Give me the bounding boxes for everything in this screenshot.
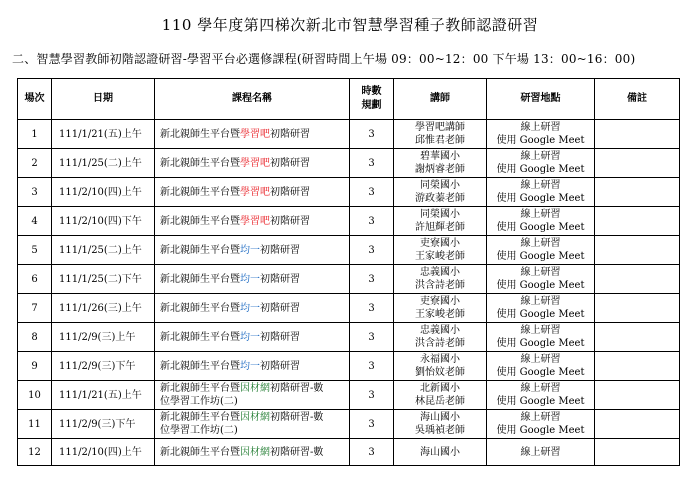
- course-line1: [160, 360, 347, 373]
- cell-no: 3: [18, 178, 52, 207]
- course-keyword: 因材網: [240, 412, 270, 423]
- location-line2: 使用 Google Meet: [496, 338, 585, 349]
- cell-teacher: [394, 381, 487, 410]
- location-line2: 使用 Google Meet: [496, 135, 585, 146]
- cell-course: [155, 149, 350, 178]
- cell-course: [155, 265, 350, 294]
- schedule-table: [17, 78, 680, 466]
- cell-course: [155, 294, 350, 323]
- header-teacher: 講師: [394, 79, 487, 120]
- cell-hours: 3: [350, 149, 394, 178]
- course-line1: [160, 302, 347, 315]
- cell-no: 5: [18, 236, 52, 265]
- course-keyword: 均一: [240, 331, 260, 343]
- cell-course: [155, 120, 350, 149]
- location-line1: 線上研習: [520, 383, 561, 394]
- course-suffix: 初階研習: [270, 157, 310, 169]
- course-prefix: 新北親師生平台暨: [160, 302, 240, 314]
- teacher-line1: 吏寮國小: [420, 296, 460, 307]
- cell-note: [595, 294, 680, 323]
- cell-teacher: [394, 207, 487, 236]
- table-row: [18, 381, 680, 410]
- course-prefix: 新北親師生平台暨: [160, 128, 240, 140]
- course-line1: [160, 331, 347, 344]
- cell-course: [155, 381, 350, 410]
- table-row: [18, 178, 680, 207]
- course-keyword: 均一: [240, 273, 260, 285]
- table-row: [18, 265, 680, 294]
- cell-no: 6: [18, 265, 52, 294]
- course-suffix: 初階研習-數: [270, 412, 324, 423]
- cell-course: [155, 410, 350, 439]
- cell-no: 1: [18, 120, 52, 149]
- cell-hours: 3: [350, 352, 394, 381]
- course-line2: 位學習工作坊(二): [160, 396, 238, 407]
- course-keyword: 學習吧: [240, 215, 270, 227]
- course-prefix: 新北親師生平台暨: [160, 446, 240, 458]
- course-suffix: 初階研習: [260, 244, 300, 256]
- course-keyword: 均一: [240, 302, 260, 314]
- cell-hours: 3: [350, 178, 394, 207]
- header-date: 日期: [52, 79, 155, 120]
- course-prefix: 新北親師生平台暨: [160, 215, 240, 227]
- location-line1: 線上研習: [520, 354, 561, 365]
- header-hours: [350, 79, 394, 120]
- cell-course: [155, 352, 350, 381]
- section-heading: 二、智慧學習教師初階認證研習-學習平台必選修課程(研習時間上午場 09：00~12：00 下午場 13：00~16：00): [12, 52, 636, 66]
- cell-date: 111/2/10(四)下午: [52, 207, 155, 236]
- table-row: [18, 323, 680, 352]
- cell-note: [595, 381, 680, 410]
- cell-hours: 3: [350, 236, 394, 265]
- teacher-line2: 王家峻老師: [415, 309, 465, 320]
- location-line1: 線上研習: [520, 325, 561, 336]
- cell-location: [487, 381, 595, 410]
- cell-hours: 3: [350, 323, 394, 352]
- location-line2: 使用 Google Meet: [496, 280, 585, 291]
- cell-note: [595, 236, 680, 265]
- location-line1: 線上研習: [520, 122, 561, 133]
- cell-no: 7: [18, 294, 52, 323]
- cell-location: [487, 294, 595, 323]
- location-line1: 線上研習: [520, 296, 561, 307]
- course-prefix: 新北親師生平台暨: [160, 360, 240, 372]
- course-suffix: 初階研習: [270, 128, 310, 140]
- teacher-line2: 謝炳睿老師: [415, 164, 465, 175]
- cell-date: 111/1/25(二)下午: [52, 265, 155, 294]
- course-suffix: 初階研習: [270, 215, 310, 227]
- course-suffix: 初階研習-數: [270, 446, 324, 458]
- teacher-line1: 碧華國小: [420, 151, 460, 162]
- location-line1: 線上研習: [520, 267, 561, 278]
- cell-note: [595, 207, 680, 236]
- course-prefix: 新北親師生平台暨: [160, 186, 240, 198]
- location-line1: 線上研習: [520, 209, 561, 220]
- cell-no: 8: [18, 323, 52, 352]
- cell-date: 111/1/26(三)上午: [52, 294, 155, 323]
- cell-location: [487, 207, 595, 236]
- course-line1: [160, 244, 347, 257]
- cell-no: 11: [18, 410, 52, 439]
- teacher-line1: 忠義國小: [420, 325, 460, 336]
- cell-note: [595, 323, 680, 352]
- teacher-line2: 林昆岳老師: [415, 396, 465, 407]
- location-line2: 使用 Google Meet: [496, 222, 585, 233]
- course-suffix: 初階研習: [270, 186, 310, 198]
- cell-location: [487, 439, 595, 466]
- course-line1: [160, 411, 347, 424]
- location-line2: 使用 Google Meet: [496, 193, 585, 204]
- course-prefix: 新北親師生平台暨: [160, 273, 240, 285]
- cell-location: [487, 352, 595, 381]
- cell-no: 12: [18, 439, 52, 466]
- teacher-line2: 洪含詩老師: [415, 338, 465, 349]
- cell-hours: 3: [350, 410, 394, 439]
- header-hours-line2: 規劃: [361, 100, 382, 111]
- cell-date: 111/1/25(二)上午: [52, 149, 155, 178]
- table-row: [18, 294, 680, 323]
- page-title: 110 學年度第四梯次新北市智慧學習種子教師認證研習: [161, 16, 539, 34]
- cell-location: [487, 178, 595, 207]
- cell-no: 10: [18, 381, 52, 410]
- cell-no: 2: [18, 149, 52, 178]
- header-location: 研習地點: [487, 79, 595, 120]
- teacher-line1: 同榮國小: [420, 209, 460, 220]
- cell-teacher: [394, 294, 487, 323]
- cell-teacher: [394, 149, 487, 178]
- cell-location: [487, 149, 595, 178]
- cell-hours: 3: [350, 294, 394, 323]
- cell-date: 111/1/25(二)上午: [52, 236, 155, 265]
- cell-teacher: [394, 410, 487, 439]
- course-line1: [160, 273, 347, 286]
- table-row: [18, 207, 680, 236]
- cell-date: 111/2/10(四)上午: [52, 178, 155, 207]
- teacher-line2: 邱惟君老師: [415, 135, 465, 146]
- cell-course: [155, 178, 350, 207]
- cell-date: 111/1/21(五)上午: [52, 120, 155, 149]
- teacher-line1: 同榮國小: [420, 180, 460, 191]
- course-line1: [160, 215, 347, 228]
- teacher-line1: 學習吧講師: [415, 122, 465, 133]
- cell-note: [595, 352, 680, 381]
- cell-note: [595, 410, 680, 439]
- cell-teacher: [394, 120, 487, 149]
- cell-teacher: [394, 439, 487, 466]
- course-keyword: 均一: [240, 244, 260, 256]
- cell-hours: 3: [350, 381, 394, 410]
- cell-no: 9: [18, 352, 52, 381]
- course-line1: [160, 128, 347, 141]
- cell-course: [155, 236, 350, 265]
- table-row: [18, 236, 680, 265]
- teacher-line2: 許旭輝老師: [415, 222, 465, 233]
- cell-date: 111/2/9(三)上午: [52, 323, 155, 352]
- course-suffix: 初階研習-數: [270, 383, 324, 394]
- table-row: [18, 120, 680, 149]
- cell-date: 111/2/9(三)下午: [52, 352, 155, 381]
- cell-note: [595, 178, 680, 207]
- table-header-row: [18, 79, 680, 120]
- course-suffix: 初階研習: [260, 302, 300, 314]
- teacher-line1: 海山國小: [420, 412, 460, 423]
- location-line2: 使用 Google Meet: [496, 396, 585, 407]
- cell-location: [487, 265, 595, 294]
- cell-hours: 3: [350, 265, 394, 294]
- table-row: [18, 149, 680, 178]
- cell-note: [595, 265, 680, 294]
- location-line1: 線上研習: [520, 446, 561, 458]
- location-line1: 線上研習: [520, 412, 561, 423]
- location-line1: 線上研習: [520, 180, 561, 191]
- location-line1: 線上研習: [520, 238, 561, 249]
- cell-teacher: [394, 352, 487, 381]
- course-line1: [160, 446, 347, 459]
- course-keyword: 學習吧: [240, 157, 270, 169]
- cell-teacher: [394, 178, 487, 207]
- course-keyword: 學習吧: [240, 186, 270, 198]
- course-prefix: 新北親師生平台暨: [160, 412, 240, 423]
- cell-location: [487, 410, 595, 439]
- cell-hours: 3: [350, 439, 394, 466]
- course-suffix: 初階研習: [260, 331, 300, 343]
- teacher-line2: 王家峻老師: [415, 251, 465, 262]
- teacher-line2: 洪含詩老師: [415, 280, 465, 291]
- location-line2: 使用 Google Meet: [496, 251, 585, 262]
- cell-course: [155, 439, 350, 466]
- course-prefix: 新北親師生平台暨: [160, 331, 240, 343]
- course-keyword: 因材網: [240, 446, 270, 458]
- course-keyword: 均一: [240, 360, 260, 372]
- cell-note: [595, 439, 680, 466]
- course-prefix: 新北親師生平台暨: [160, 383, 240, 394]
- cell-location: [487, 323, 595, 352]
- cell-date: 111/2/9(三)下午: [52, 410, 155, 439]
- cell-location: [487, 236, 595, 265]
- table-row: [18, 352, 680, 381]
- course-suffix: 初階研習: [260, 273, 300, 285]
- teacher-line2: 劉怡妏老師: [415, 367, 465, 378]
- teacher-line1: 忠義國小: [420, 267, 460, 278]
- course-line1: [160, 186, 347, 199]
- cell-teacher: [394, 236, 487, 265]
- cell-date: 111/2/10(四)上午: [52, 439, 155, 466]
- course-prefix: 新北親師生平台暨: [160, 157, 240, 169]
- cell-date: 111/1/21(五)上午: [52, 381, 155, 410]
- header-course: 課程名稱: [155, 79, 350, 120]
- location-line2: 使用 Google Meet: [496, 425, 585, 436]
- cell-no: 4: [18, 207, 52, 236]
- header-note: 備註: [595, 79, 680, 120]
- cell-teacher: [394, 265, 487, 294]
- cell-course: [155, 207, 350, 236]
- course-line2: 位學習工作坊(二): [160, 425, 238, 436]
- teacher-line2: 游政蓁老師: [415, 193, 465, 204]
- teacher-line1: 北新國小: [420, 383, 460, 394]
- cell-teacher: [394, 323, 487, 352]
- course-line1: [160, 382, 347, 395]
- location-line2: 使用 Google Meet: [496, 164, 585, 175]
- teacher-line1: 永福國小: [420, 354, 460, 365]
- table-row: [18, 439, 680, 466]
- header-hours-line1: 時數: [361, 86, 382, 97]
- cell-hours: 3: [350, 207, 394, 236]
- course-prefix: 新北親師生平台暨: [160, 244, 240, 256]
- cell-hours: 3: [350, 120, 394, 149]
- course-line1: [160, 157, 347, 170]
- cell-course: [155, 323, 350, 352]
- header-no: 場次: [18, 79, 52, 120]
- course-suffix: 初階研習: [260, 360, 300, 372]
- course-keyword: 學習吧: [240, 128, 270, 140]
- course-keyword: 因材網: [240, 383, 270, 394]
- location-line2: 使用 Google Meet: [496, 367, 585, 378]
- teacher-line1: 吏寮國小: [420, 238, 460, 249]
- teacher-line2: 吳瑀禎老師: [415, 425, 465, 436]
- cell-location: [487, 120, 595, 149]
- location-line1: 線上研習: [520, 151, 561, 162]
- cell-note: [595, 149, 680, 178]
- cell-note: [595, 120, 680, 149]
- table-row: [18, 410, 680, 439]
- location-line2: 使用 Google Meet: [496, 309, 585, 320]
- teacher-line1: 海山國小: [420, 446, 460, 458]
